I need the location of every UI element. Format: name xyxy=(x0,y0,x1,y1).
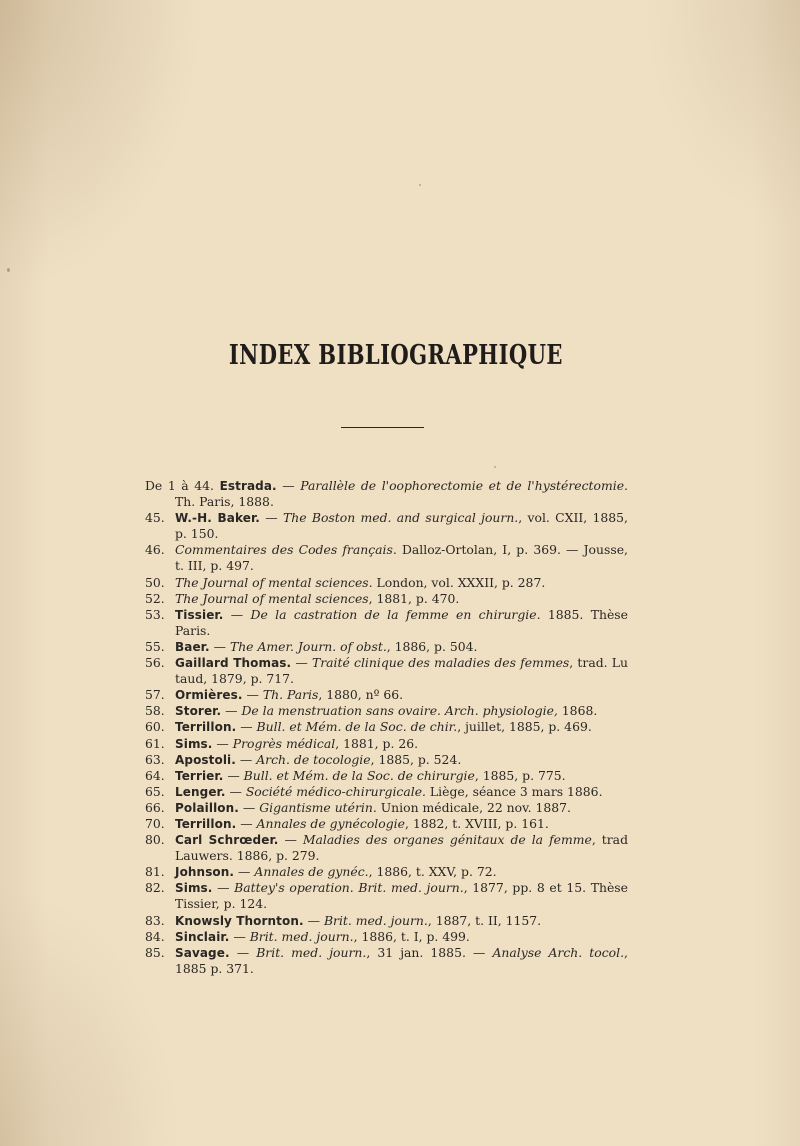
entry-number: 60. xyxy=(145,719,165,735)
page-title: INDEX BIBLIOGRAPHIQUE xyxy=(228,340,563,371)
paper-speck xyxy=(419,184,421,186)
entry-details: , 1882, t. XVIII, p. 161. xyxy=(404,815,549,831)
entry-work-title: Progrès médical xyxy=(232,735,336,751)
entry-details: Liège, séance 3 mars 1886. xyxy=(425,783,603,799)
entry-author: Apostoli. xyxy=(175,752,236,767)
entry-number: 57. xyxy=(145,687,165,703)
entry-details: , 1877, pp. 8 et 15. Thèse Tissier, p. 124. xyxy=(175,880,628,912)
entry-details: , trad. Lu taud, 1879, p. 717. xyxy=(175,655,628,687)
entry-number: 63. xyxy=(145,751,165,767)
entry-work-title: Annales de gynécologie xyxy=(256,815,405,831)
entry-work-title: Brit. med. journ. xyxy=(256,944,367,960)
entry-separator: — xyxy=(236,719,257,735)
entry-details: London, vol. XXXII, p. 287. xyxy=(372,574,546,590)
entry-work-title: Th. Paris xyxy=(262,687,319,703)
entry-details: Union médicale, 22 nov. 1887. xyxy=(376,799,571,815)
entry-number: 46. xyxy=(145,542,165,558)
entry-number: 64. xyxy=(145,767,165,783)
entry-details: , 31 jan. 1885. — xyxy=(366,944,493,960)
entry-work-title: The Journal of mental sciences xyxy=(175,590,369,606)
bibliography-entry xyxy=(145,542,628,574)
bibliography-entry xyxy=(145,929,628,945)
bibliography-entry xyxy=(145,607,628,639)
paper-speck xyxy=(494,466,496,468)
entry-number: 53. xyxy=(145,606,165,622)
entry-number: 82. xyxy=(145,880,165,896)
entry-number: 45. xyxy=(145,510,165,526)
entry-work-title: De la menstruation sans ovaire. Arch. physiologie, xyxy=(241,703,558,719)
entry-author: Sims. xyxy=(175,736,213,751)
entry-author: Terrillon. xyxy=(175,720,237,735)
bibliography-entry xyxy=(145,478,628,510)
entry-separator: — xyxy=(221,703,242,719)
bibliography-entry xyxy=(145,639,628,655)
entry-author: Storer. xyxy=(175,704,222,719)
bibliography-entry xyxy=(145,575,628,591)
bibliography-entry xyxy=(145,591,628,607)
entry-author: Savage. xyxy=(175,945,230,960)
entry-separator: — xyxy=(223,767,244,783)
bibliography-entry xyxy=(145,832,628,864)
entry-separator: — xyxy=(303,912,324,928)
entry-details: , vol. CXII, 1885, p. 150. xyxy=(175,510,628,542)
entry-separator: — xyxy=(229,944,257,960)
bibliography-entry xyxy=(145,655,628,687)
entry-number: 66. xyxy=(145,799,165,815)
bibliography-entry xyxy=(145,768,628,784)
entry-author: Lenger. xyxy=(175,784,226,799)
entry-separator: — xyxy=(229,928,250,944)
entry-number: 80. xyxy=(145,832,165,848)
entry-author: Johnson. xyxy=(175,865,235,880)
entry-separator: — xyxy=(278,832,303,848)
entry-details: 1868. xyxy=(557,703,598,719)
entry-author: Tissier. xyxy=(175,607,224,622)
bibliography-entry xyxy=(145,945,628,977)
entry-work-title: De la castration de la femme en chirurgie. xyxy=(250,606,541,622)
entry-work-title: The Boston med. and surgical journ. xyxy=(282,510,519,526)
entry-separator: — xyxy=(223,606,251,622)
entry-details: , 1887, t. II, 1157. xyxy=(427,912,542,928)
entry-number: 50. xyxy=(145,574,165,590)
entry-work-title: Maladies des organes génitaux de la femme xyxy=(302,832,592,848)
entry-separator: — xyxy=(238,799,260,815)
entry-separator: — xyxy=(276,478,301,493)
entry-separator: — xyxy=(212,880,235,896)
entry-details: , 1886, t. I, p. 499. xyxy=(353,928,470,944)
bibliography-list xyxy=(145,478,628,977)
entry-details: , 1886, p. 504. xyxy=(386,638,478,654)
bibliography-entry xyxy=(145,864,628,880)
entry-author: Carl Schrœder. xyxy=(175,833,279,848)
entry-number: 52. xyxy=(145,590,165,606)
entry-details: , 1881, p. 26. xyxy=(335,735,419,751)
entry-work-title: Traité clinique des maladies des femmes xyxy=(311,655,570,671)
entry-author: Terrier. xyxy=(175,768,224,783)
entry-work-title: Société médico-chirurgicale. xyxy=(245,783,426,799)
entry-work-title: Parallèle de l'oophorectomie et de l'hystérectomie. xyxy=(300,478,628,493)
entry-details: , 1885, p. 524. xyxy=(370,751,462,767)
entry-work-title: Bull. et Mém. de la Soc. de chir. xyxy=(256,719,458,735)
entry-author: Ormières. xyxy=(175,688,243,703)
bibliography-entry xyxy=(145,687,628,703)
entry-number: 55. xyxy=(145,638,165,654)
bibliography-entry xyxy=(145,913,628,929)
entry-separator: — xyxy=(242,687,263,703)
entry-number: 61. xyxy=(145,735,165,751)
entry-author: Terrillon. xyxy=(175,816,237,831)
entry-author: Knowsly Thornton. xyxy=(175,913,304,928)
entry-work-title: Arch. de tocologie xyxy=(256,751,371,767)
paper-speck xyxy=(7,268,10,272)
bibliography-entry xyxy=(145,784,628,800)
entry-author: Sims. xyxy=(175,881,213,896)
entry-number: 84. xyxy=(145,928,165,944)
entry-number: 70. xyxy=(145,815,165,831)
entry-work-title: Gigantisme utérin. xyxy=(259,799,377,815)
bibliography-entry xyxy=(145,510,628,542)
bibliography-entry xyxy=(145,736,628,752)
entry-separator: — xyxy=(236,815,257,831)
bibliography-entry xyxy=(145,816,628,832)
entry-number: 83. xyxy=(145,912,165,928)
entry-details: , 1881, p. 470. xyxy=(368,590,460,606)
entry-number: 65. xyxy=(145,783,165,799)
entry-author: Estrada. xyxy=(219,479,277,493)
entry-work-title: Bull. et Mém. de la Soc. de chirurgie xyxy=(243,767,475,783)
entry-work-title: Brit. med. journ. xyxy=(323,912,428,928)
entry-number: 56. xyxy=(145,655,165,671)
entry-number: 58. xyxy=(145,703,165,719)
entry-work-title: Brit. med. journ. xyxy=(249,928,354,944)
bibliography-entry xyxy=(145,800,628,816)
bibliography-entry xyxy=(145,703,628,719)
entry-details: , 1886, t. XXV, p. 72. xyxy=(368,864,497,880)
entry-details: , 1885, p. 775. xyxy=(474,767,566,783)
entry-details: , trad Lauwers. 1886, p. 279. xyxy=(175,832,628,864)
entry-separator: — xyxy=(225,783,246,799)
entry-details: , juillet, 1885, p. 469. xyxy=(457,719,592,735)
entry-author: W.-H. Baker. xyxy=(175,511,260,526)
bibliography-entry xyxy=(145,752,628,768)
entry-author: Sinclair. xyxy=(175,929,230,944)
entry-work-title: Battey's operation. Brit. med. journ. xyxy=(234,880,464,896)
entry-separator: — xyxy=(234,864,255,880)
entry-details: , 1880, nº 66. xyxy=(318,687,404,703)
entry-author: Baer. xyxy=(175,639,210,654)
entry-work-title: The Journal of mental sciences. xyxy=(175,574,373,590)
entry-details: , 1885 p. 371. xyxy=(175,944,628,976)
entry-work-title: Annales de gynéc. xyxy=(254,864,369,880)
entry-author: Gaillard Thomas. xyxy=(175,656,292,671)
entry-separator: — xyxy=(259,510,283,526)
entry-work-title: The Amer. Journ. of obst. xyxy=(229,638,387,654)
bibliography-entry xyxy=(145,719,628,735)
entry-number: 81. xyxy=(145,864,165,880)
entry-work-title: Analyse Arch. tocol. xyxy=(492,944,625,960)
entry-author: Polaillon. xyxy=(175,800,239,815)
entry-separator: — xyxy=(291,655,312,671)
entry-number: De 1 à 44. xyxy=(145,478,214,493)
entry-work-title: Commentaires des Codes français. xyxy=(175,542,397,558)
entry-number: 85. xyxy=(145,944,165,960)
entry-separator: — xyxy=(235,751,257,767)
entry-details: Dalloz-Ortolan, I, p. 369. — Jousse, t. III, p. 497. xyxy=(175,542,628,574)
entry-separator: — xyxy=(209,638,230,654)
title-rule xyxy=(341,427,424,428)
bibliography-entry xyxy=(145,880,628,912)
entry-separator: — xyxy=(212,735,233,751)
entry-details: 1885. Thèse Paris. xyxy=(175,606,628,638)
entry-details: Th. Paris, 1888. xyxy=(175,494,274,510)
